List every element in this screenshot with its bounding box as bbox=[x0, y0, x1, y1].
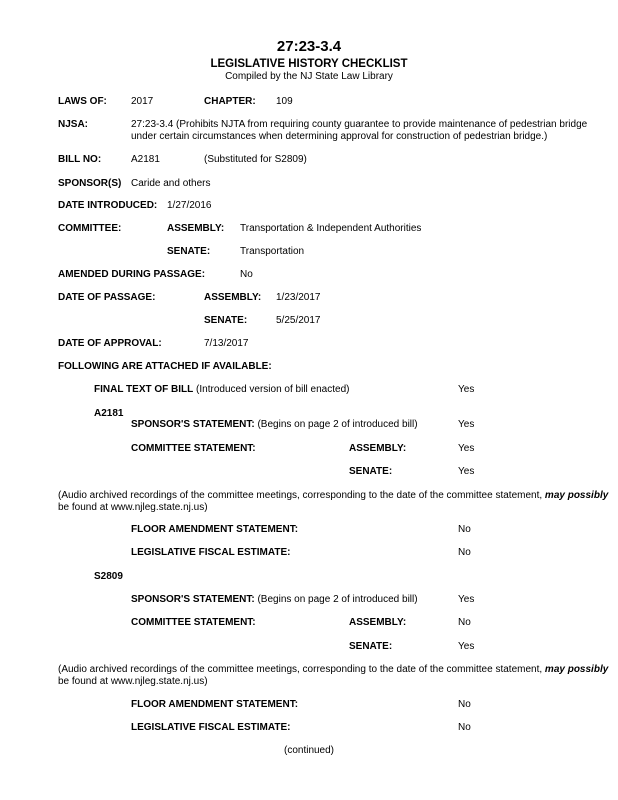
a2181-heading: A2181 bbox=[94, 408, 124, 419]
s2809-audio-note-line-1 bbox=[58, 664, 608, 676]
committee-assembly-label: ASSEMBLY: bbox=[167, 223, 225, 234]
s2809-floor-label: FLOOR AMENDMENT STATEMENT: bbox=[131, 699, 299, 710]
a2181-sponsor-row bbox=[131, 419, 418, 431]
s2809-sponsor-note: (Begins on page 2 of introduced bill) bbox=[257, 594, 418, 605]
passage-senate-label: SENATE: bbox=[204, 315, 248, 326]
bill-no-label: BILL NO: bbox=[58, 154, 102, 165]
laws-of-label: LAWS OF: bbox=[58, 96, 107, 107]
final-text-note: (Introduced version of bill enacted) bbox=[196, 384, 350, 395]
amended-value: No bbox=[240, 269, 253, 280]
laws-of-value: 2017 bbox=[131, 96, 154, 107]
passage-senate-value: 5/25/2017 bbox=[276, 315, 321, 326]
sponsors-label: SPONSOR(S) bbox=[58, 178, 122, 189]
passage-assembly-value: 1/23/2017 bbox=[276, 292, 321, 303]
date-introduced-value: 1/27/2016 bbox=[167, 200, 212, 211]
njsa-line-1: 27:23-3.4 (Prohibits NJTA from requiring county guarantee to provide maintenance of pedestrian bridge bbox=[131, 119, 588, 130]
page-title: LEGISLATIVE HISTORY CHECKLIST bbox=[210, 58, 408, 70]
s2809-heading: S2809 bbox=[94, 571, 123, 582]
final-text-label: FINAL TEXT OF BILL bbox=[94, 384, 194, 395]
s2809-assembly-value: No bbox=[458, 617, 471, 628]
approval-value: 7/13/2017 bbox=[204, 338, 249, 349]
njsa-line-2: under certain circumstances when determining approval for construction of pedestrian bridge.) bbox=[131, 131, 548, 142]
a2181-audio-note-line-1 bbox=[58, 490, 608, 502]
s2809-audio-emphasis: may possibly bbox=[544, 664, 609, 675]
approval-label: DATE OF APPROVAL: bbox=[58, 338, 162, 349]
attached-heading: FOLLOWING ARE ATTACHED IF AVAILABLE: bbox=[58, 361, 272, 372]
final-text-row bbox=[94, 384, 349, 396]
committee-senate-value: Transportation bbox=[240, 246, 305, 257]
date-introduced-label: DATE INTRODUCED: bbox=[58, 200, 158, 211]
chapter-label: CHAPTER: bbox=[204, 96, 256, 107]
njsa-label: NJSA: bbox=[58, 119, 89, 130]
s2809-sponsor-label: SPONSOR'S STATEMENT: bbox=[131, 594, 255, 605]
s2809-audio-note-line-2: be found at www.njleg.state.nj.us) bbox=[58, 676, 208, 687]
a2181-senate-value: Yes bbox=[458, 466, 475, 477]
s2809-sponsor-value: Yes bbox=[458, 594, 475, 605]
committee-assembly-value: Transportation & Independent Authorities bbox=[240, 223, 422, 234]
a2181-senate-label: SENATE: bbox=[349, 466, 393, 477]
statute-number: 27:23-3.4 bbox=[276, 38, 342, 55]
committee-senate-label: SENATE: bbox=[167, 246, 211, 257]
a2181-fiscal-value: No bbox=[458, 547, 471, 558]
s2809-senate-label: SENATE: bbox=[349, 641, 393, 652]
a2181-sponsor-label: SPONSOR'S STATEMENT: bbox=[131, 419, 255, 430]
a2181-audio-text: (Audio archived recordings of the committee meetings, corresponding to the date of the committee statement, bbox=[58, 490, 545, 501]
sponsors-value: Caride and others bbox=[131, 178, 211, 189]
a2181-assembly-value: Yes bbox=[458, 443, 475, 454]
continued-footer: (continued) bbox=[283, 745, 335, 756]
s2809-committee-label: COMMITTEE STATEMENT: bbox=[131, 617, 256, 628]
bill-no-note: (Substituted for S2809) bbox=[204, 154, 307, 165]
a2181-audio-emphasis: may possibly bbox=[544, 490, 609, 501]
s2809-audio-text: (Audio archived recordings of the committee meetings, corresponding to the date of the committee statement, bbox=[58, 664, 545, 675]
a2181-committee-label: COMMITTEE STATEMENT: bbox=[131, 443, 256, 454]
s2809-floor-value: No bbox=[458, 699, 471, 710]
s2809-senate-value: Yes bbox=[458, 641, 475, 652]
s2809-fiscal-label: LEGISLATIVE FISCAL ESTIMATE: bbox=[131, 722, 291, 733]
a2181-sponsor-note: (Begins on page 2 of introduced bill) bbox=[257, 419, 418, 430]
final-text-value: Yes bbox=[458, 384, 475, 395]
page-subtitle: Compiled by the NJ State Law Library bbox=[225, 71, 393, 82]
amended-label: AMENDED DURING PASSAGE: bbox=[58, 269, 206, 280]
a2181-assembly-label: ASSEMBLY: bbox=[349, 443, 407, 454]
a2181-audio-note-line-2: be found at www.njleg.state.nj.us) bbox=[58, 502, 208, 513]
bill-no-value: A2181 bbox=[131, 154, 160, 165]
a2181-floor-label: FLOOR AMENDMENT STATEMENT: bbox=[131, 524, 299, 535]
passage-assembly-label: ASSEMBLY: bbox=[204, 292, 262, 303]
a2181-sponsor-value: Yes bbox=[458, 419, 475, 430]
s2809-sponsor-row bbox=[131, 594, 418, 606]
committee-label: COMMITTEE: bbox=[58, 223, 122, 234]
s2809-fiscal-value: No bbox=[458, 722, 471, 733]
a2181-floor-value: No bbox=[458, 524, 471, 535]
a2181-fiscal-label: LEGISLATIVE FISCAL ESTIMATE: bbox=[131, 547, 291, 558]
chapter-value: 109 bbox=[276, 96, 293, 107]
s2809-assembly-label: ASSEMBLY: bbox=[349, 617, 407, 628]
passage-label: DATE OF PASSAGE: bbox=[58, 292, 156, 303]
